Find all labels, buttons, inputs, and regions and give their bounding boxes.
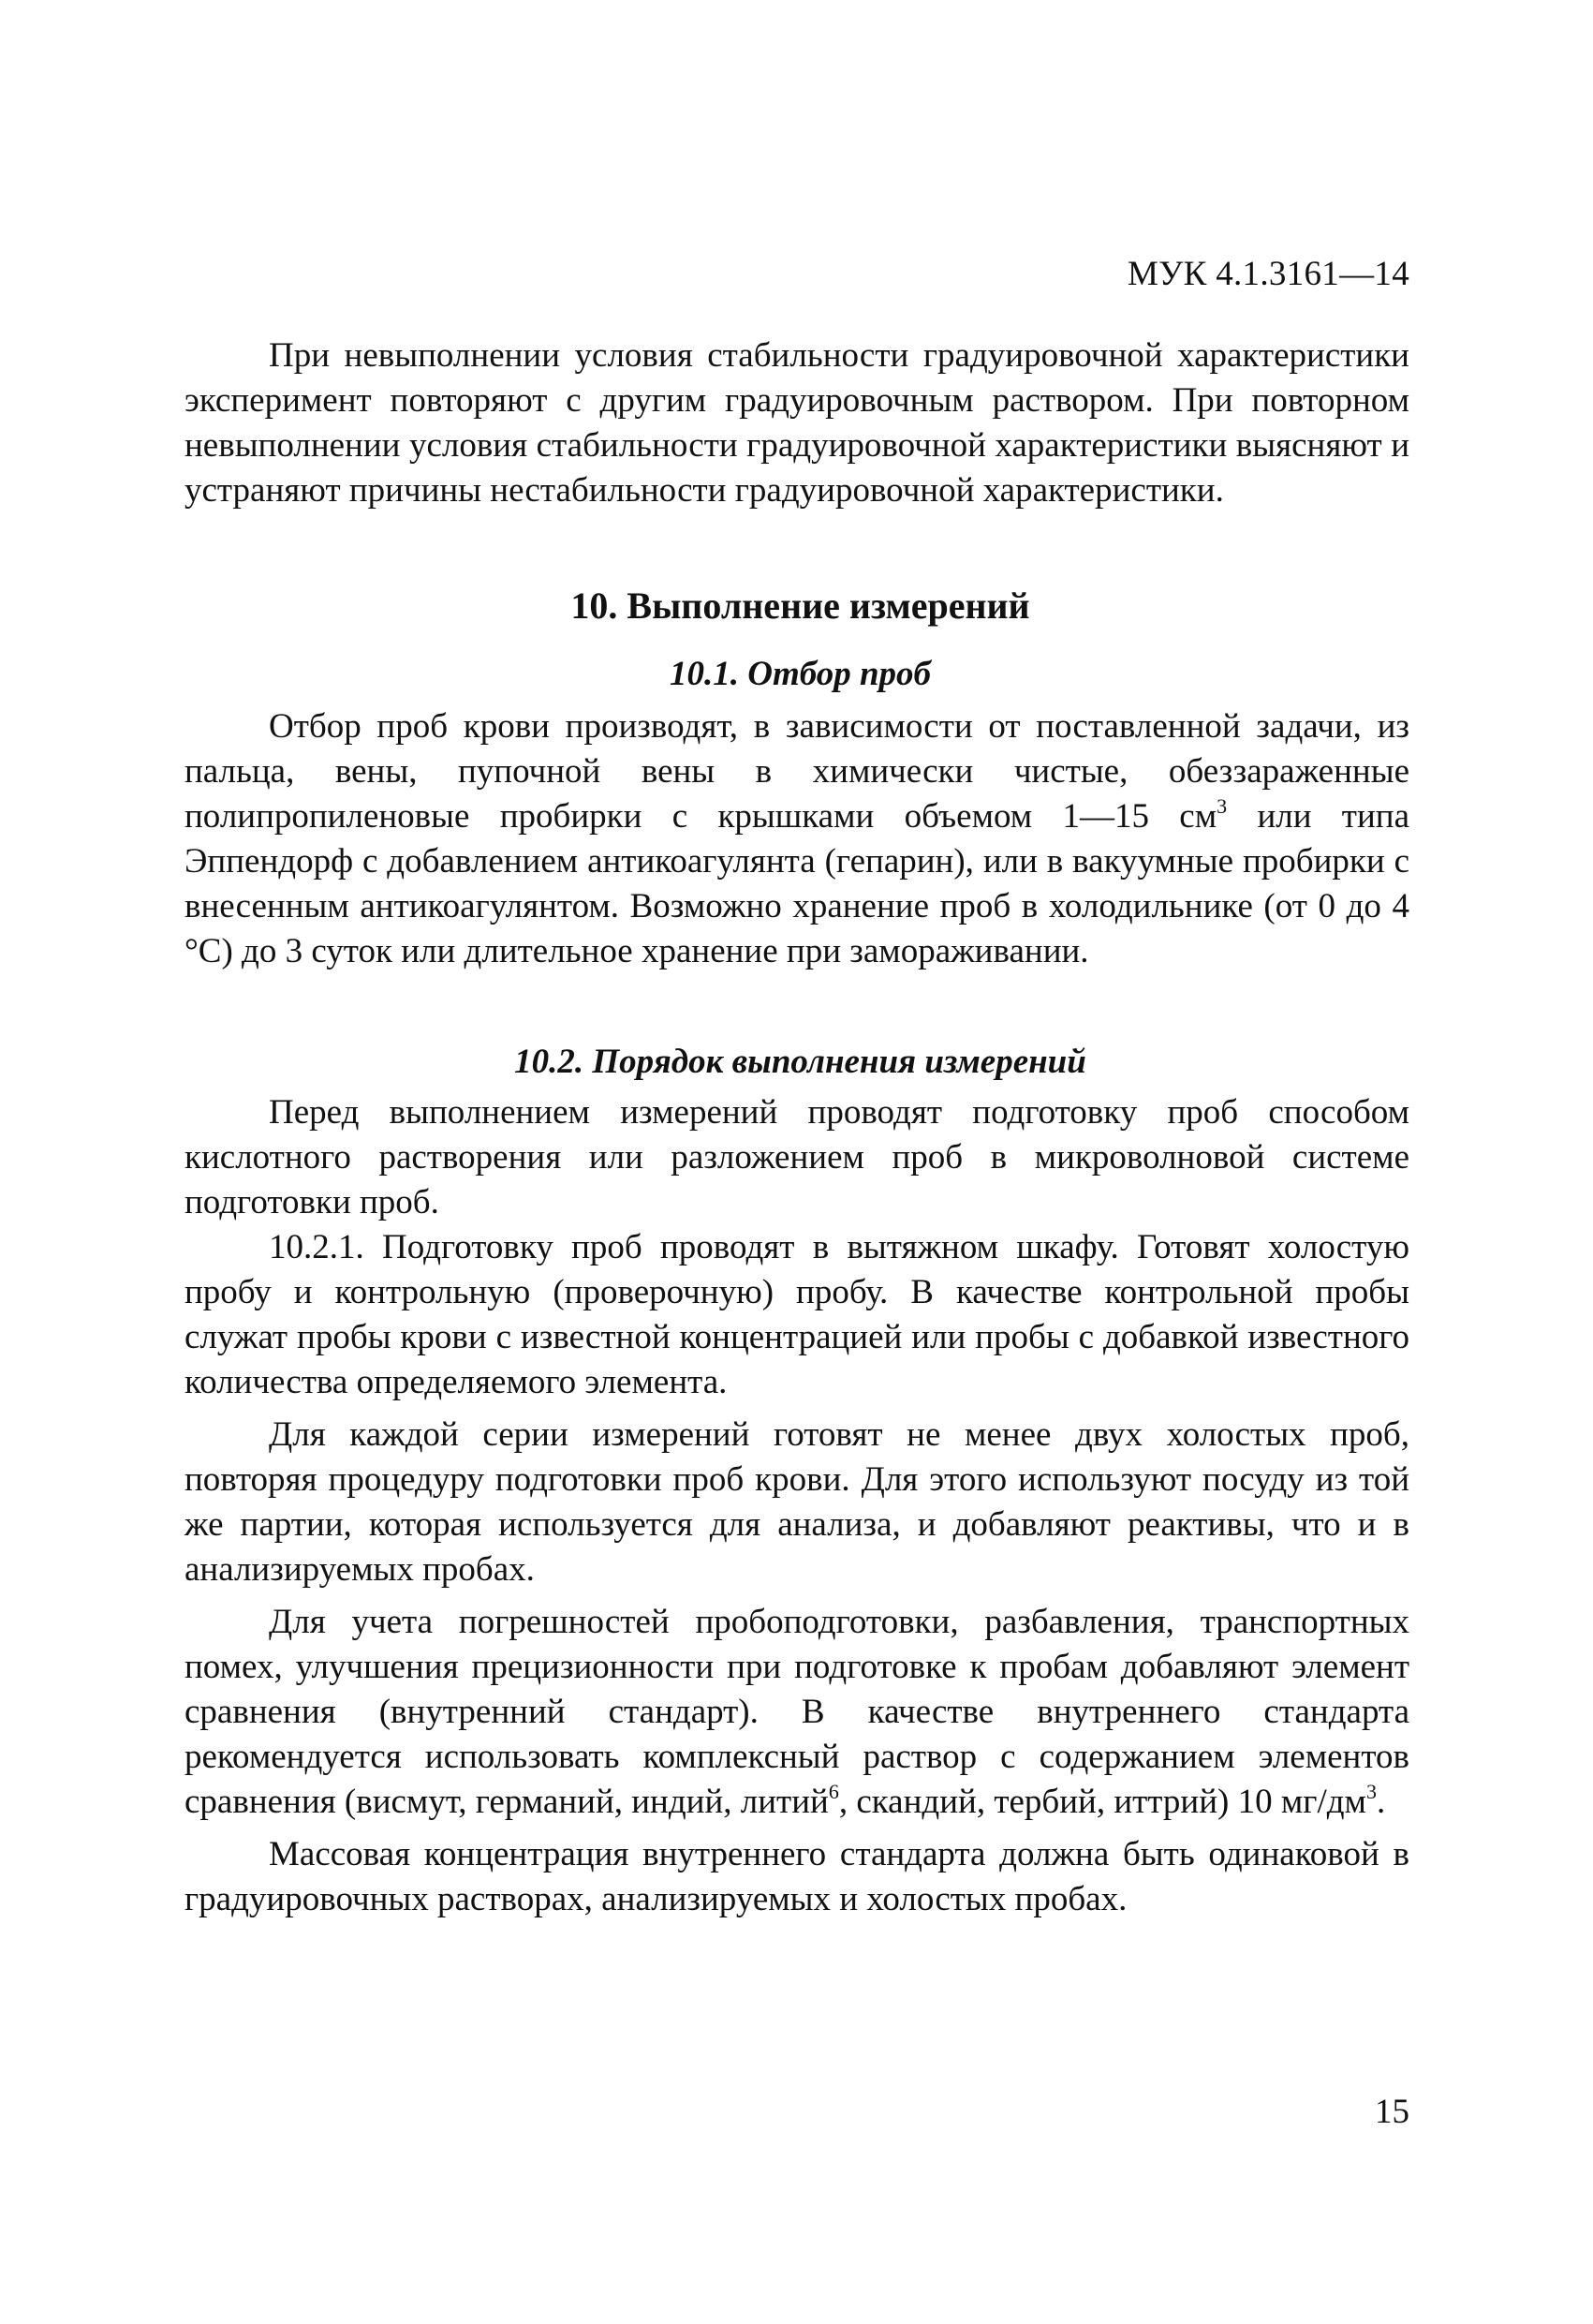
- sampling-paragraph: [184, 704, 1409, 974]
- intro-paragraph: При невыполнении условия стабильности градуировочной характеристики эксперимент повторяют с другим градуировочным раствором. При повторном невыполнении условия стабильности градуировочной характеристики выясняют и устраняют причины нестабильности градуировочной характеристики.: [184, 336, 1409, 510]
- procedure-paragraph-3: Для каждой серии измерений готовят не менее двух холостых проб, повторяя процедуру подготовки проб крови. Для этого используют посуду из той же партии, которая используется для анализа, и добавляют реактивы, что и в анализируемых пробах.: [184, 1415, 1409, 1589]
- intro-text-block: [184, 333, 1409, 513]
- procedure-paragraph-1: Перед выполнением измерений проводят подготовку проб способом кислотного растворения или разложением проб в микроволновой системе подготовки проб.: [184, 1093, 1409, 1221]
- subsection-title-sampling: 10.1. Отбор проб: [669, 655, 932, 693]
- superscript: 3: [1217, 793, 1228, 818]
- sampling-text-part1: Отбор проб крови производят, в зависимости от поставленной задачи, из пальца, вены, пупочной вены в химически чистые, обеззараженные полипропиленовые пробирки с крышками объемом 1—15 см: [184, 707, 1409, 836]
- procedure-paragraph-4: [184, 1600, 1409, 1825]
- procedure-paragraph-5: Массовая концентрация внутреннего стандарта должна быть одинаковой в градуировочных растворах, анализируемых и холостых пробах.: [184, 1835, 1409, 1918]
- document-code-header: МУК 4.1.3161—14: [1127, 255, 1409, 293]
- procedure-paragraph-2: 10.2.1. Подготовку проб проводят в вытяжном шкафу. Готовят холостую пробу и контрольную (проверочную) пробу. В качестве контрольной пробы служат пробы крови с известной концентрацией или пробы с добавкой известного количества определяемого элемента.: [184, 1228, 1409, 1401]
- superscript: 6: [828, 1779, 839, 1803]
- section-title: 10. Выполнение измерений: [570, 585, 1030, 627]
- sampling-text-part2: или типа Эппендорф с добавлением антикоагулянта (гепарин), или в вакуумные пробирки с внесенным антикоагулянтом. Возможно хранение проб в холодильнике (от 0 до 4 °С) до 3 суток или длительное хранение при замораживании.: [184, 797, 1409, 970]
- procedure-p4-part3: .: [1376, 1783, 1386, 1821]
- sampling-text-block: [184, 704, 1409, 974]
- procedure-p4-part2: , скандий, тербий, иттрий) 10 мг/дм: [838, 1783, 1366, 1821]
- subsection-title-procedure: 10.2. Порядок выполнения измерений: [514, 1043, 1086, 1081]
- procedure-text-block: [184, 1090, 1409, 1922]
- procedure-p4-part1: Для учета погрешностей пробоподготовки, разбавления, транспортных помех, улучшения прецизионности при подготовке к пробам добавляют элемент сравнения (внутренний стандарт). В качестве внутреннего стандарта рекомендуется использовать комплексный раствор с содержанием элементов сравнения (висмут, германий, индий, литий: [184, 1603, 1409, 1821]
- page-number: 15: [1375, 2093, 1409, 2131]
- superscript: 3: [1365, 1779, 1377, 1803]
